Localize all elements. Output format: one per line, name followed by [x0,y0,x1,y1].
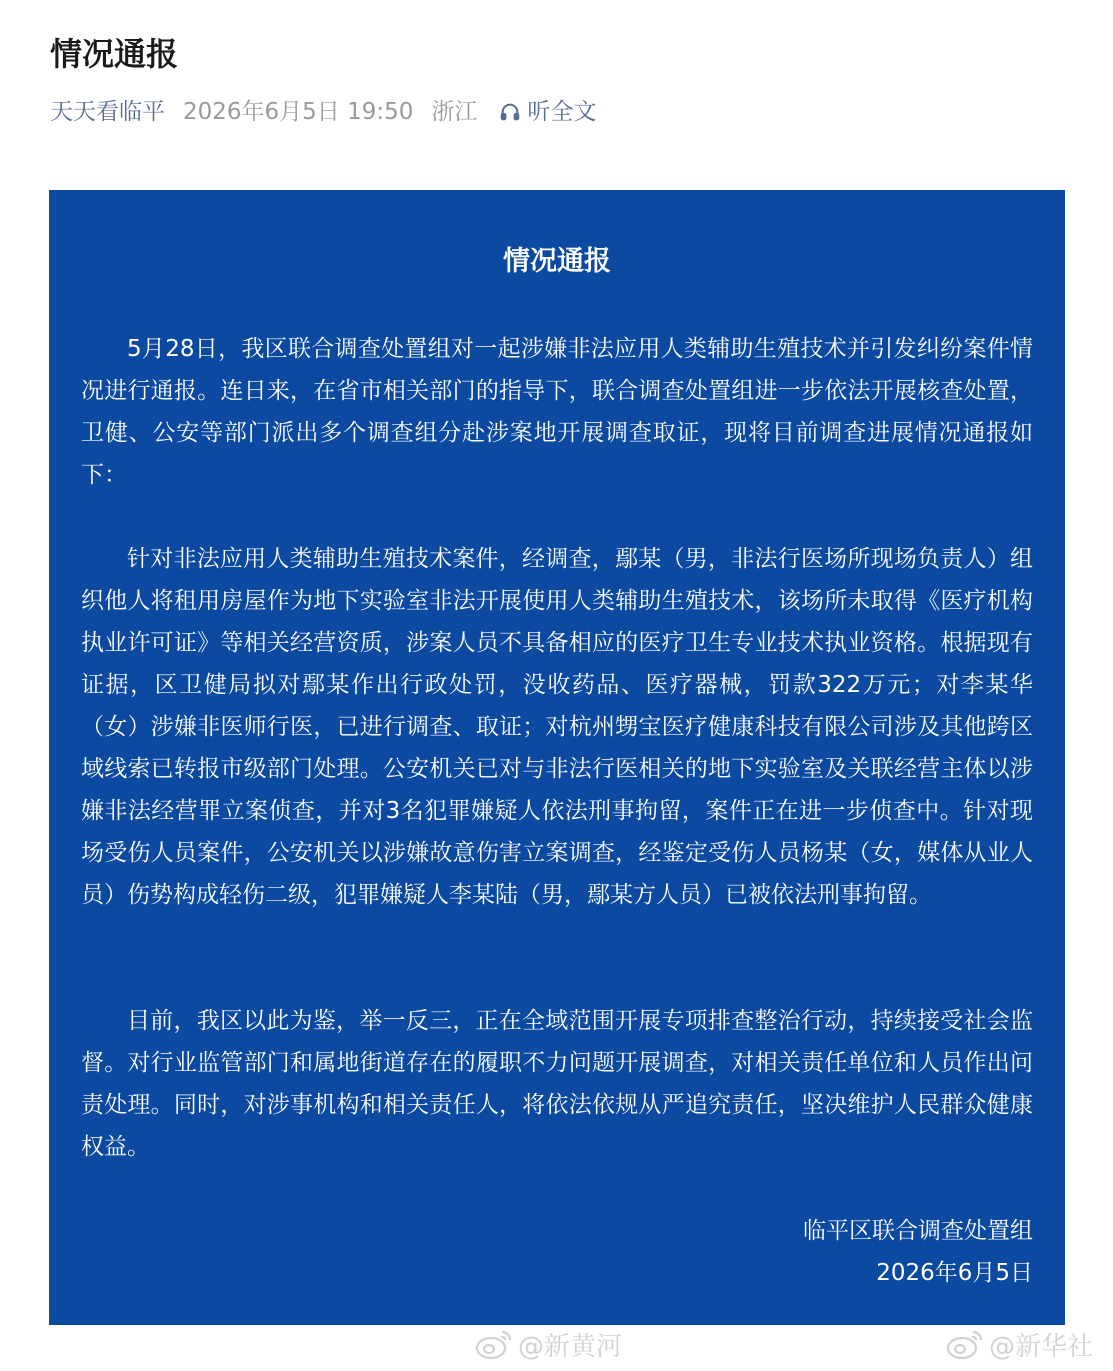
publish-date: 2026年6月5日 19:50 [183,99,414,125]
weibo-icon [474,1328,514,1360]
signature-org: 临平区联合调查处置组 [803,1218,1033,1244]
weibo-icon [945,1328,985,1360]
notice-paragraph: 5月28日，我区联合调查处置组对一起涉嫌非法应用人类辅助生殖技术并引发纠纷案件情况进行通报。连日来，在省市相关部门的指导下，联合调查处置组进一步依法开展核查处置，卫健、公安等部门派出多个调查组分赴涉案地开展调查取证，现将目前调查进展情况通报如下： [81,336,1033,488]
notice-signature [803,1210,1033,1294]
watermark-text: @新黄河 [518,1331,623,1362]
page-title: 情况通报 [50,35,179,73]
account-name-link[interactable]: 天天看临平 [50,99,165,125]
watermark [945,1324,1093,1364]
notice-paragraph: 针对非法应用人类辅助生殖技术案件，经调查，鄢某（男，非法行医场所现场负责人）组织他人将租用房屋作为地下实验室非法开展使用人类辅助生殖技术，该场所未取得《医疗机构执业许可证》等相关经营资质，涉案人员不具备相应的医疗卫生专业技术执业资格。根据现有证据，区卫健局拟对鄢某作出行政处罚，没收药品、医疗器械，罚款322万元；对李某华（女）涉嫌非医师行医，已进行调查、取证；对杭州甥宝医疗健康科技有限公司涉及其他跨区域线索已转报市级部门处理。公安机关已对与非法行医相关的地下实验室及关联经营主体以涉嫌非法经营罪立案侦查，并对3名犯罪嫌疑人依法刑事拘留，案件正在进一步侦查中。针对现场受伤人员案件，公安机关以涉嫌故意伤害立案调查，经鉴定受伤人员杨某（女，媒体从业人员）伤势构成轻伤二级，犯罪嫌疑人李某陆（男，鄢某方人员）已被依法刑事拘留。 [81,546,1033,908]
listen-label: 听全文 [527,99,597,125]
article-meta [50,94,596,130]
watermark-text: @新华社 [989,1331,1094,1362]
notice-paragraph: 目前，我区以此为鉴，举一反三，正在全域范围开展专项排查整治行动，持续接受社会监督。对行业监管部门和属地街道存在的履职不力问题开展调查，对相关责任单位和人员作出问责处理。同时，对涉事机构和相关责任人，将依法依规从严追究责任，坚决维护人民群众健康权益。 [81,1008,1033,1160]
listen-button[interactable] [499,94,596,130]
headphones-icon [499,101,521,123]
notice-image [49,190,1065,1325]
watermark [474,1324,622,1364]
signature-date: 2026年6月5日 [876,1260,1033,1286]
publish-location: 浙江 [431,99,478,125]
notice-heading: 情况通报 [503,246,611,277]
